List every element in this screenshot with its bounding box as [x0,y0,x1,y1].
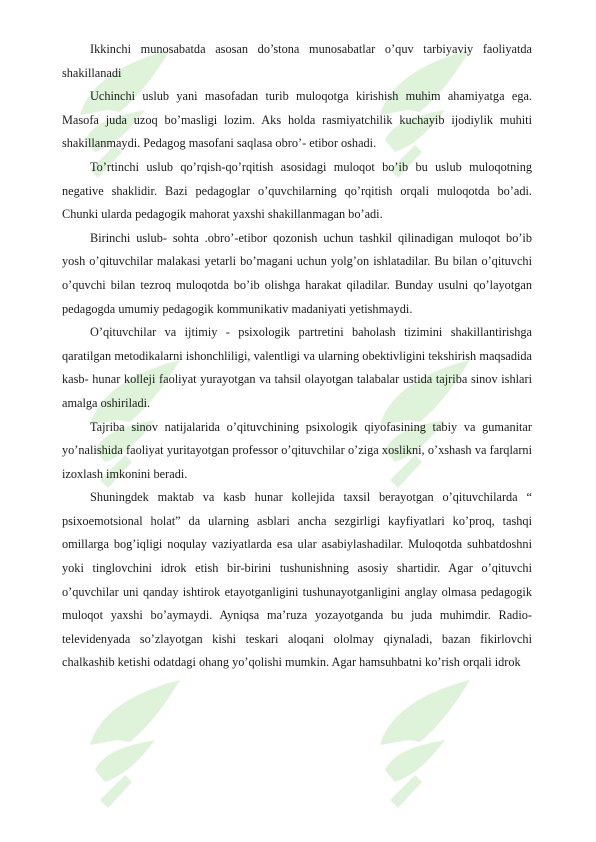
paragraph: Uchinchi uslub yani masofadan turib muloqotga kirishish muhim ahamiyatga ega. Masofa juda uzoq bo’masligi lozim. Aks holda rasmiyatchilik kuchayib ijodiylik muhiti shakillanmaydi. Pedagog masofani saqlasa obro’- etibor oshadi. [62,89,532,151]
paragraph: Ikkinchi munosabatda asosan do’stona munosabatlar o’quv tarbiyaviy faoliyatda shakillanadi [62,42,532,80]
document-body [62,38,532,675]
paragraph: Birinchi uslub- sohta .obro’-etibor qozonish uchun tashkil qilinadigan muloqot bo’ib yosh o’qituvchilar malakasi yetarli bo’magani uchun yolg’on ishlatadilar. Bu bilan o’qituvchi o’quvchi bilan tezroq muloqotda bo’ib olishga harakat qiladilar. Bunday usulni qo’layotgan pedagogda umumiy pedagogik kommunikativ madaniyati yetishmaydi. [62,230,532,316]
paragraph: O’qituvchilar va ijtimiy - psixologik partretini baholash tizimini shakillantirishga qaratilgan metodikalarni ishonchliligi, valentligi va ularning obektivligini tekshirish maqsadida kasb- hunar kolleji faoliyat yurayotgan va tahsil olayotgan talabalar ustida tajriba sinov ishlari amalga oshiriladi. [62,325,532,410]
paragraph: To’rtinchi uslub qo’rqish-qo’rqitish asosidagi muloqot bo’ib bu uslub muloqotning negative shaklidir. Bazi pedagoglar o’quvchilarning qo’rqitish orqali muloqotda bo’adi. Chunki ularda pedagogik mahorat yaxshi shakillanmagan bo’adi. [62,159,532,222]
paragraph: Shuningdek maktab va kasb hunar kollejida taxsil berayotgan o’qituvchilarda “ psixoemotsional holat” da ularning asblari ancha sezgirligi kayfiyatlari ko’proq, tashqi omillarga bog’iqligi noqulay vaziyatlarda esa ular asabiylashadilar. Muloqotda suhbatdoshni yoki tinglovchini idrok etish bir-birini tushunishning asosiy shartidir. Agar o’qituvchi o’quvchilar uni qanday ishtirok etayotganligini tushunayotganligini anglay olmasa pedagogik muloqot yaxshi bo’aymaydi. Ayniqsa ma’ruza yozayotganda bu juda muhimdir. Radio-televidenyada so’zlayotgan kishi teskari aloqani ololmay qiynaladi, bazan fikirlovchi chalkashib ketishi odatdagi ohang yo’qolishi mumkin. Agar hamsuhbatni ko’rish orqali idrok [62,490,532,670]
paragraph: Tajriba sinov natijalarida o’qituvchining psixologik qiyofasining tabiy va gumanitar yo’nalishida faoliyat yuritayotgan professor o’qituvchilar o’ziga xoslikni, o’xshash va farqlarni izoxlash imkonini beradi. [62,419,532,481]
